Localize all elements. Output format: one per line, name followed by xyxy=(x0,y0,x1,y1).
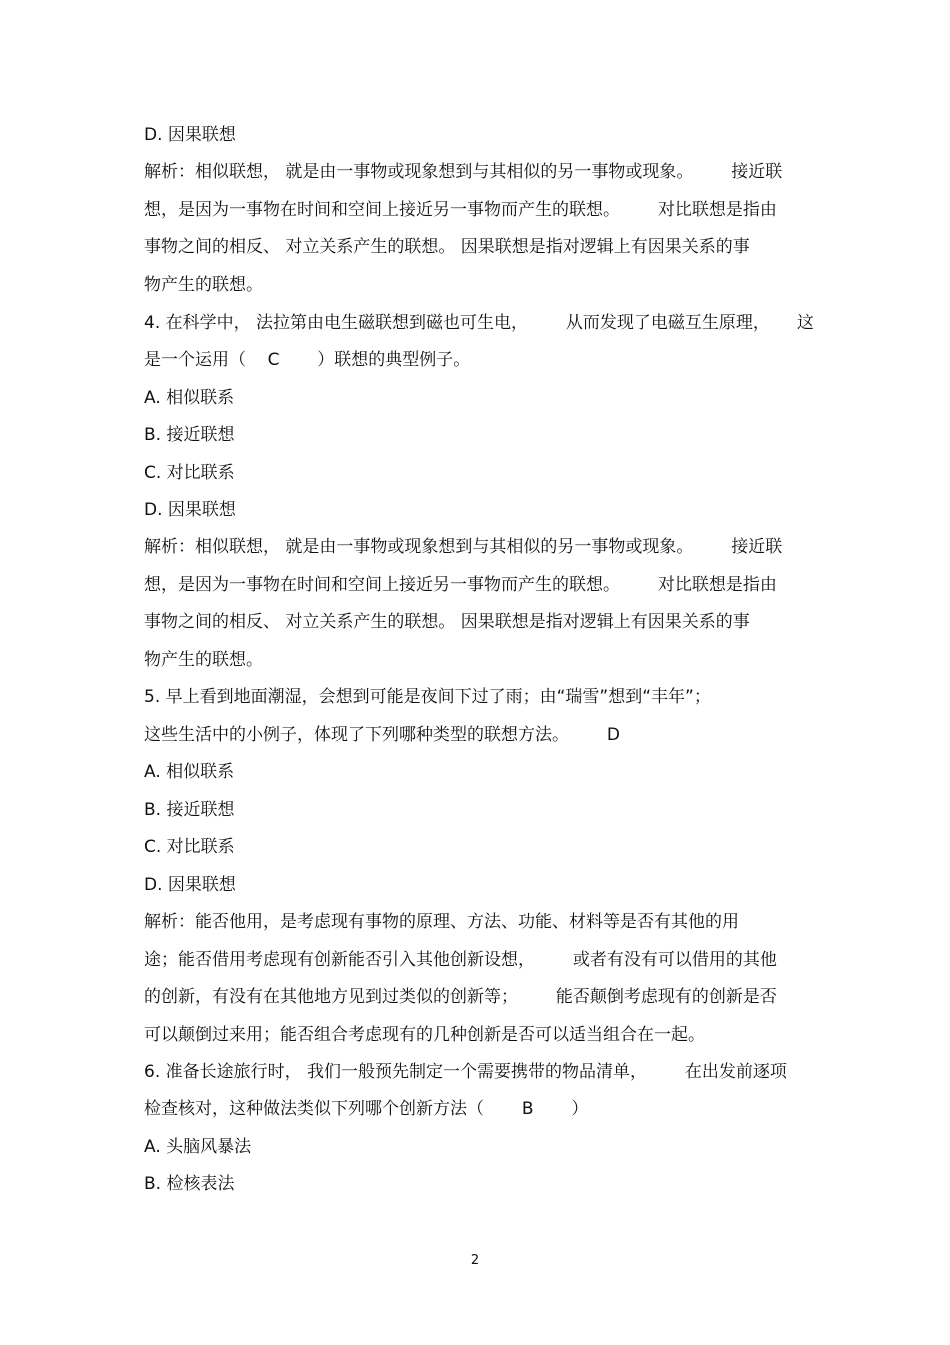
text-line: 事物之间的相反、 对立关系产生的联想。 因果联想是指对逻辑上有因果关系的事 xyxy=(144,237,750,257)
text-line: B. 接近联想 xyxy=(144,800,235,820)
text-line: A. 相似联系 xyxy=(144,388,235,408)
text-line: 这些生活中的小例子，体现了下列哪种类型的联想方法。 D xyxy=(144,725,620,745)
text-line: D. 因果联想 xyxy=(144,125,236,145)
text-line: A. 头脑风暴法 xyxy=(144,1137,252,1157)
text-line: D. 因果联想 xyxy=(144,875,236,895)
text-line: 物产生的联想。 xyxy=(144,650,263,670)
text-line: 4. 在科学中， 法拉第由电生磁联想到磁也可生电， 从而发现了电磁互生原理， 这 xyxy=(144,313,814,333)
text-line: 途；能否借用考虑现有创新能否引入其他创新设想， 或者有没有可以借用的其他 xyxy=(144,950,777,970)
text-line: 想，是因为一事物在时间和空间上接近另一事物而产生的联想。 对比联想是指由 xyxy=(144,200,777,220)
text-line: D. 因果联想 xyxy=(144,500,236,520)
text-line: 解析：能否他用，是考虑现有事物的原理、方法、功能、材料等是否有其他的用 xyxy=(144,912,739,932)
text-line: 解析：相似联想， 就是由一事物或现象想到与其相似的另一事物或现象。 接近联 xyxy=(144,537,783,557)
text-line: 事物之间的相反、 对立关系产生的联想。 因果联想是指对逻辑上有因果关系的事 xyxy=(144,612,750,632)
text-line: 的创新，有没有在其他地方见到过类似的创新等； 能否颠倒考虑现有的创新是否 xyxy=(144,987,777,1007)
text-line: B. 检核表法 xyxy=(144,1174,235,1194)
text-line: 解析：相似联想， 就是由一事物或现象想到与其相似的另一事物或现象。 接近联 xyxy=(144,162,783,182)
text-line: 6. 准备长途旅行时， 我们一般预先制定一个需要携带的物品清单， 在出发前逐项 xyxy=(144,1062,787,1082)
text-line: 可以颠倒过来用；能否组合考虑现有的几种创新是否可以适当组合在一起。 xyxy=(144,1025,705,1045)
text-line: 检查核对，这种做法类似下列哪个创新方法（ B ） xyxy=(144,1099,589,1119)
text-line: A. 相似联系 xyxy=(144,762,235,782)
text-line: C. 对比联系 xyxy=(144,463,235,483)
text-line: C. 对比联系 xyxy=(144,837,235,857)
text-line: 5. 早上看到地面潮湿，会想到可能是夜间下过了雨；由“瑞雪”想到“丰年”； xyxy=(144,687,711,707)
text-line: 是一个运用（ C ）联想的典型例子。 xyxy=(144,350,471,370)
page-number: 2 xyxy=(470,1253,480,1268)
text-line: 想，是因为一事物在时间和空间上接近另一事物而产生的联想。 对比联想是指由 xyxy=(144,575,777,595)
text-line: B. 接近联想 xyxy=(144,425,235,445)
text-line: 物产生的联想。 xyxy=(144,275,263,295)
